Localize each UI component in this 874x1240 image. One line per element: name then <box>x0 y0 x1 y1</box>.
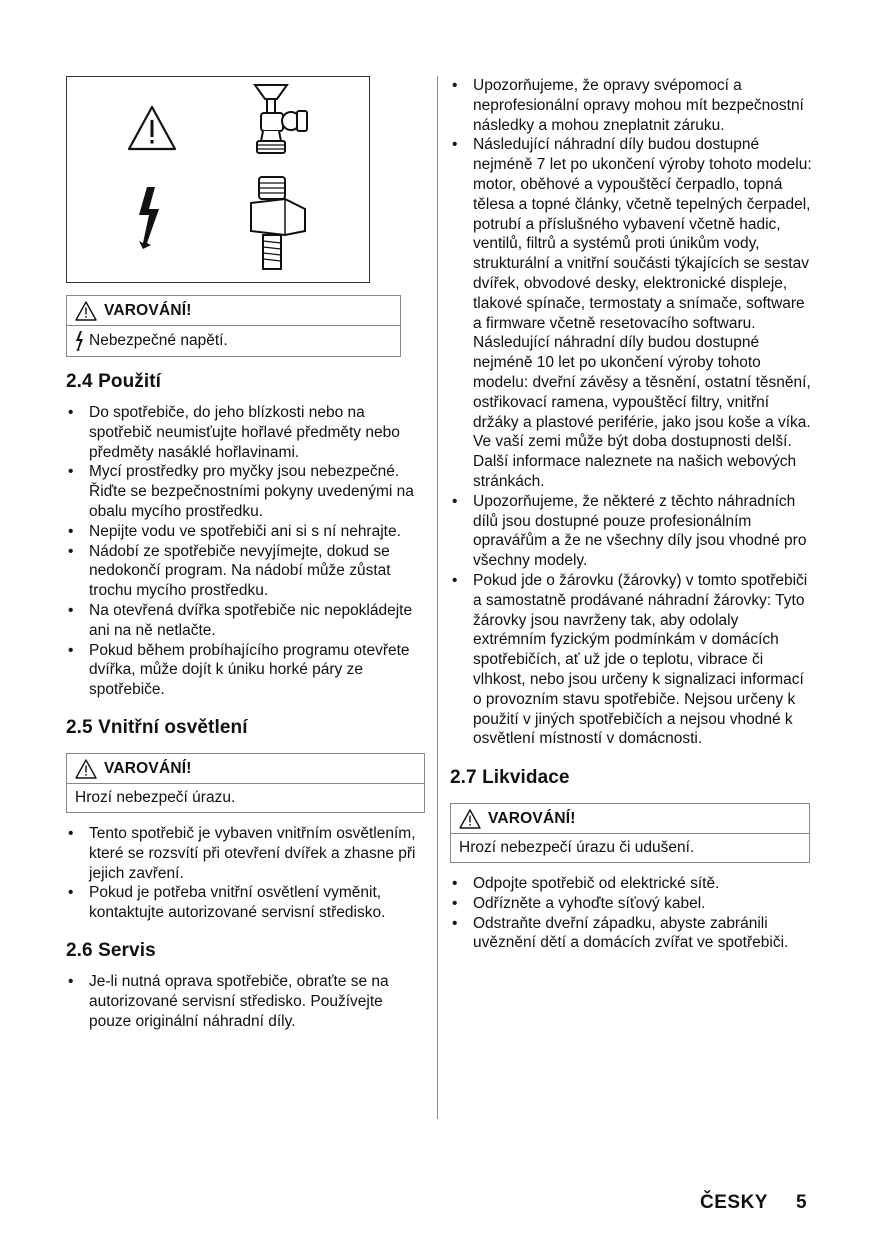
faucet-icon <box>247 81 311 159</box>
warning-box-voltage <box>66 295 401 357</box>
list-item: • Pokud během probíhajícího programu otevřete dvířka, může dojít k úniku horké páry ze spotřebiče. <box>66 641 428 700</box>
list-item: • Upozorňujeme, že některé z těchto náhradních dílů jsou dostupné pouze profesionálním opravářům a že ne všechny díly jsou vhodné pro všechny modely. <box>450 492 812 571</box>
warning-title: VAROVÁNÍ! <box>104 759 192 777</box>
list-item: • Je-li nutná oprava spotřebiče, obraťte se na autorizované servisní středisko. Používejte pouze originální náhradní díly. <box>66 972 428 1031</box>
footer-language: ČESKY <box>700 1192 768 1213</box>
section-heading-usage: 2.4 Použití <box>66 371 162 392</box>
list-item: • Na otevřená dvířka spotřebiče nic nepokládejte ani na ně netlačte. <box>66 601 428 641</box>
page-number: 5 <box>796 1192 807 1213</box>
list-item: • Odpojte spotřebič od elektrické sítě. <box>450 874 812 894</box>
list-item: • Pokud je potřeba vnitřní osvětlení vyměnit, kontaktujte autorizované servisní středisko. <box>66 883 428 923</box>
warning-body <box>67 784 424 812</box>
safety-illustration <box>66 76 370 283</box>
section-heading-lighting: 2.5 Vnitřní osvětlení <box>66 716 248 738</box>
warning-box-suffocation <box>450 803 810 863</box>
list-item: • Nepijte vodu ve spotřebiči ani si s ní nehrajte. <box>66 522 428 542</box>
warning-text: Hrozí nebezpečí úrazu či udušení. <box>459 839 695 857</box>
list-item: • Nádobí ze spotřebiče nevyjímejte, dokud se nedokončí program. Na nádobí může zůstat trochu mycího prostředku. <box>66 542 428 601</box>
warning-header <box>451 804 809 834</box>
section-heading-disposal: 2.7 Likvidace <box>450 767 570 789</box>
list-item: • Následující náhradní díly budou dostupné nejméně 7 let po ukončení výroby tohoto modelu: motor, oběhové a vypouštěcí čerpadlo, topná tělesa a topné články, včetně tepelných čerpadel, potrubí a příslušného vybavení včetně hadic, ventilů, filtrů a systémů proti únikům vody, strukturální a vnitřní součásti týkajících se sestav dvířek, obvodové desky, elektronické displeje, tlakové spínače, termostaty a snímače, software a firmware včetně resetovacího softwaru. Následující náhradní díly budou dostupné nejméně 10 let po ukončení výroby tohoto modelu: dveřní závěsy a těsnění, ostatní těsnění, ostřikovací ramena, vypouštěcí filtry, vnitřní držáky a plastové periférie, jako jsou koše a víka. Ve vaší zemi může být doba dostupnosti delší. Další informace naleznete na našich webových stránkách. <box>450 135 812 491</box>
warning-text: Hrozí nebezpečí úrazu. <box>75 788 236 806</box>
lightning-icon <box>135 185 165 251</box>
left-column <box>66 76 428 1031</box>
warning-box-injury <box>66 753 425 813</box>
warning-triangle-icon <box>459 809 481 829</box>
warning-triangle-icon <box>75 759 97 779</box>
section-heading-service: 2.6 Servis <box>66 939 156 961</box>
usage-list <box>66 403 428 700</box>
list-item: • Do spotřebiče, do jeho blízkosti nebo na spotřebič neumisťujte hořlavé předměty nebo předměty nasáklé hořlavinami. <box>66 403 428 462</box>
list-item: • Pokud jde o žárovku (žárovky) v tomto spotřebiči a samostatně prodávané náhradní žárovky: Tyto žárovky jsou navrženy tak, aby odolaly extrémním fyzickým podmínkám v domácích spotřebičích, ať už jde o teplotu, vibrace či vlhkost, nebo jsou určeny k signalizaci informací o provozním stavu spotřebiče. Nejsou určeny k použití v jiných spotřebičích a nejsou vhodné k osvětlení místností v domácnosti. <box>450 571 812 749</box>
right-column <box>450 76 812 953</box>
list-item: • Odřízněte a vyhoďte síťový kabel. <box>450 894 812 914</box>
warning-body <box>67 326 400 356</box>
list-item: • Upozorňujeme, že opravy svépomocí a neprofesionální opravy mohou mít bezpečnostní následky a mohou zneplatnit záruku. <box>450 76 812 135</box>
warning-title: VAROVÁNÍ! <box>488 810 576 828</box>
lighting-list <box>66 824 428 923</box>
warning-header <box>67 296 400 326</box>
list-item: • Mycí prostředky pro myčky jsou nebezpečné. Řiďte se bezpečnostními pokyny uvedenými na obalu mycího prostředku. <box>66 462 428 521</box>
lightning-icon <box>75 331 85 351</box>
list-item: • Odstraňte dveřní západku, abyste zabránili uvěznění dětí a domácích zvířat ve spotřebiči. <box>450 914 812 954</box>
list-item: • Tento spotřebič je vybaven vnitřním osvětlením, které se rozsvítí při otevření dvířek a zhasne při jejich zavření. <box>66 824 428 883</box>
warning-text: Nebezpečné napětí. <box>89 332 228 349</box>
warning-title: VAROVÁNÍ! <box>104 302 192 319</box>
hose-connector-icon <box>245 175 311 275</box>
warning-triangle-icon <box>75 301 97 321</box>
service-list <box>66 972 428 1031</box>
column-divider <box>437 76 438 1119</box>
warning-triangle-icon <box>127 105 177 151</box>
disposal-list <box>450 874 812 953</box>
warning-body <box>451 834 809 862</box>
warning-header <box>67 754 424 784</box>
service-notes-list <box>450 76 812 749</box>
